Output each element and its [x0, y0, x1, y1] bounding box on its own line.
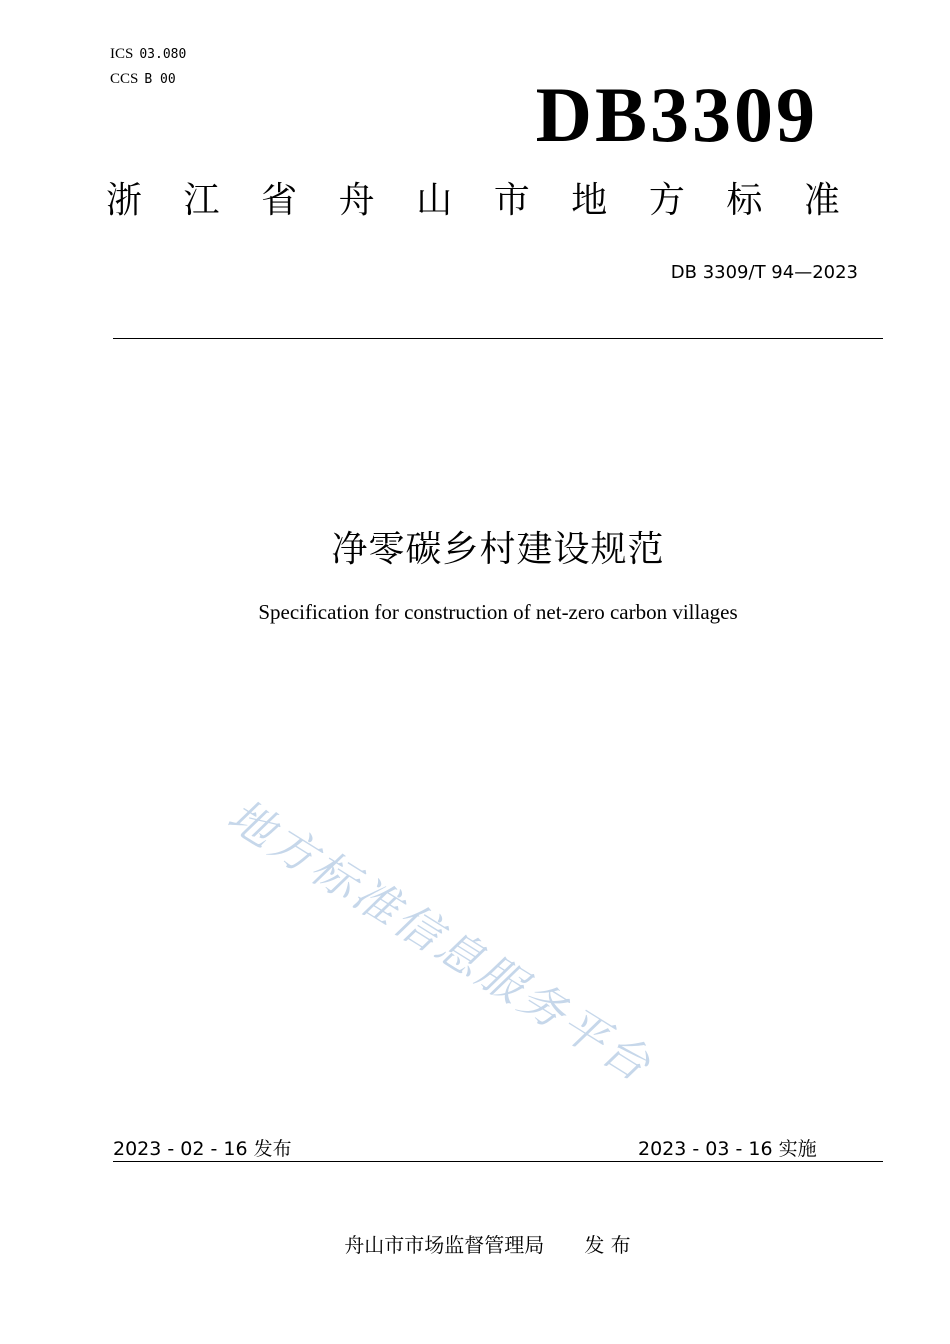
ccs-label: CCS [110, 71, 139, 87]
db-code-mark: DB3309 [535, 71, 818, 158]
ics-label: ICS [110, 46, 134, 62]
standard-type-char: 地 [571, 180, 608, 221]
issue-action: 发 布 [584, 1233, 631, 1257]
standard-type-char: 标 [726, 180, 763, 221]
standard-type-heading [106, 180, 840, 221]
standard-type-char: 舟 [338, 180, 375, 221]
ics-classification [110, 46, 186, 63]
implementation-date: 2023 - 03 - 16 实施 [638, 1138, 817, 1160]
issuer-name: 舟山市市场监督管理局 [344, 1233, 545, 1257]
bottom-divider [113, 1161, 883, 1162]
top-divider [113, 338, 883, 339]
standard-type-char: 市 [493, 180, 530, 221]
standard-number: DB 3309/T 94—2023 [670, 262, 858, 283]
standard-type-char: 浙 [106, 180, 143, 221]
issue-date: 2023 - 02 - 16 发布 [113, 1138, 292, 1160]
ccs-code: B 00 [144, 72, 176, 87]
title-chinese: 净零碳乡村建设规范 [331, 529, 665, 570]
title-english: Specification for construction of net-zero carbon villages [258, 600, 738, 624]
issuer-line [0, 1229, 950, 1258]
standard-type-char: 江 [183, 180, 220, 221]
standard-type-char: 准 [803, 180, 840, 221]
ics-code: 03.080 [139, 47, 187, 62]
standard-type-char: 方 [648, 180, 685, 221]
ccs-classification [110, 71, 176, 88]
standard-type-char: 省 [261, 180, 298, 221]
watermark: 地方标准信息服务平台 [218, 788, 663, 1094]
standard-type-char: 山 [416, 180, 453, 221]
